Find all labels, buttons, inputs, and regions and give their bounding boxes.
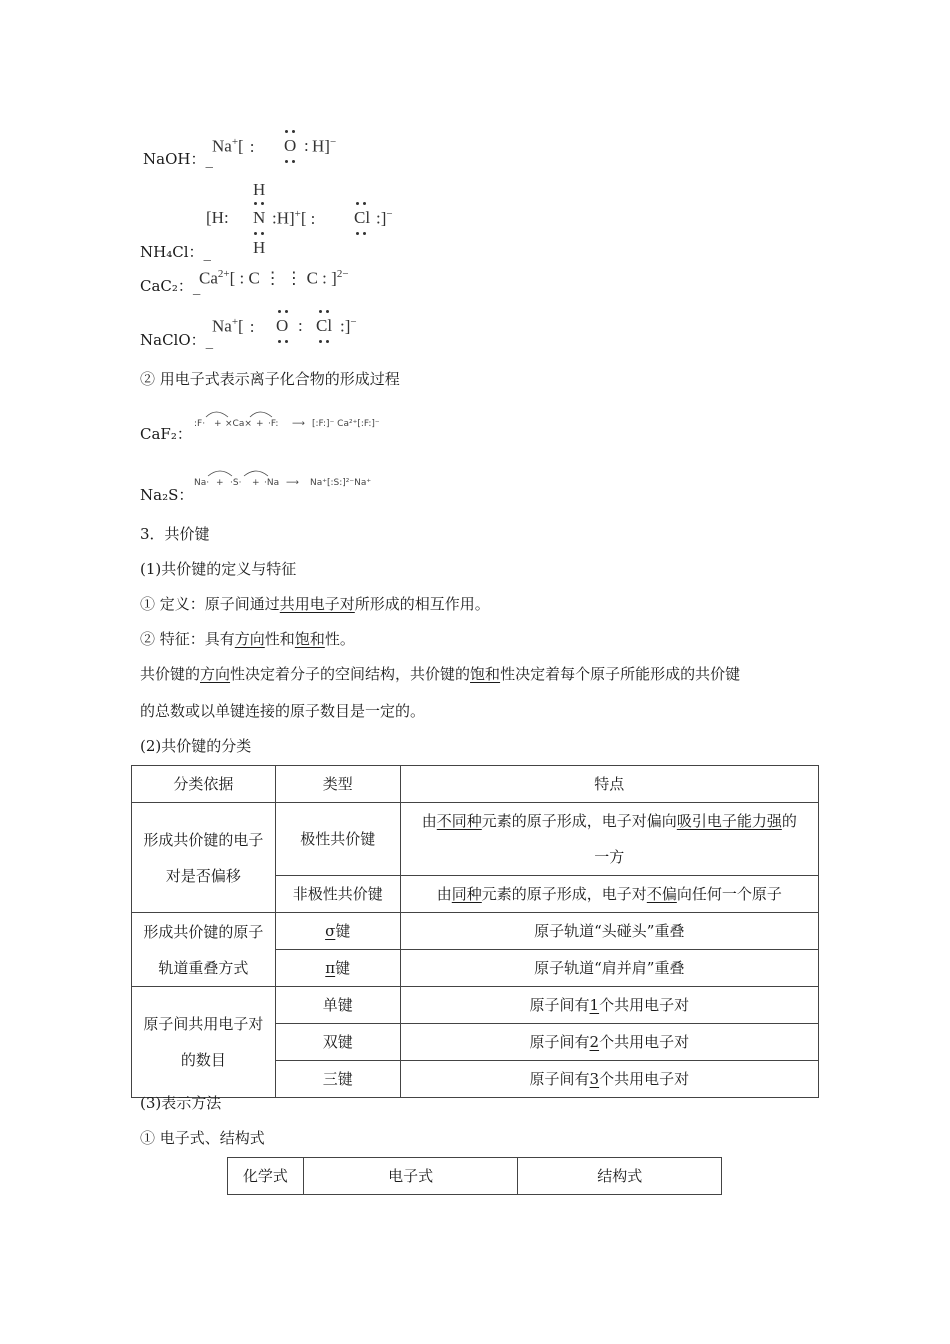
feature-pi: 原子轨道“肩并肩”重叠	[400, 950, 818, 987]
electron-formula-nh4cl: H [H: N :H]+[ : Cl :]− H	[206, 180, 393, 257]
classification-table	[131, 765, 819, 1098]
feature-triple: 原子间有3个共用电子对	[400, 1061, 818, 1098]
subsection-definition: (1)共价键的定义与特征	[140, 560, 297, 578]
representation-table	[227, 1157, 722, 1195]
svg-text:·S·: ·S·	[230, 478, 242, 488]
na2s-formation-diagram	[192, 467, 402, 493]
svg-text:·Na: ·Na	[264, 478, 280, 488]
svg-text:Na⁺[:S:]²⁻Na⁺: Na⁺[:S:]²⁻Na⁺	[310, 478, 372, 488]
feature-line: ② 特征：具有方向性和饱和性。	[140, 630, 355, 648]
representation-item: ① 电子式、结构式	[140, 1129, 265, 1147]
subsection-representation: (3)表示方法	[140, 1094, 222, 1112]
explanation-line-1: 共价键的方向性决定着分子的空间结构，共价键的饱和性决定着每个原子所能形成的共价键	[140, 665, 741, 683]
svg-text:⟶: ⟶	[292, 419, 305, 429]
label-nh4cl: NH₄Cl：_	[140, 243, 211, 261]
header-formula: 化学式	[228, 1158, 304, 1195]
svg-text::F·: :F·	[194, 419, 206, 429]
label-cac2: CaC₂：_	[140, 277, 201, 295]
feature-sigma: 原子轨道“头碰头”重叠	[400, 913, 818, 950]
feature-polar: 由不同种元素的原子形成，电子对偏向吸引电子能力强的一方	[400, 803, 818, 876]
table-header-row	[132, 766, 819, 803]
svg-text:Na·: Na·	[194, 478, 210, 488]
svg-text:×Ca×: ×Ca×	[225, 419, 252, 429]
group-electron-shift: 形成共价键的电子对是否偏移	[132, 803, 276, 913]
header-electron-formula: 电子式	[303, 1158, 518, 1195]
caf2-formation-diagram	[192, 408, 422, 434]
header-feature: 特点	[400, 766, 818, 803]
label-na2s: Na₂S：	[140, 486, 194, 504]
label-naoh: NaOH：_	[143, 150, 213, 168]
electron-formula-cac2: $Ca^{2+}$[ : C ⋮ ⋮ C : ]$^{2-}$	[199, 268, 349, 288]
feature-single: 原子间有1个共用电子对	[400, 987, 818, 1024]
header-basis: 分类依据	[132, 766, 276, 803]
electron-formula-naoh: Na+[ : O : H]−	[212, 136, 362, 168]
label-caf2: CaF₂：	[140, 425, 192, 443]
type-polar: 极性共价键	[275, 803, 400, 876]
type-single: 单键	[275, 987, 400, 1024]
feature-nonpolar: 由同种元素的原子形成，电子对不偏向任何一个原子	[400, 876, 818, 913]
table-row	[132, 803, 819, 876]
definition-line: ① 定义：原子间通过共用电子对所形成的相互作用。	[140, 595, 490, 613]
type-triple: 三键	[275, 1061, 400, 1098]
group-shared-pairs: 原子间共用电子对的数目	[132, 987, 276, 1098]
header-structural-formula: 结构式	[518, 1158, 722, 1195]
group-orbital-overlap: 形成共价键的原子轨道重叠方式	[132, 913, 276, 987]
table-row	[132, 913, 819, 950]
explanation-line-2: 的总数或以单键连接的原子数目是一定的。	[140, 702, 426, 720]
section-3-title: 3．共价键	[140, 525, 210, 543]
type-sigma: σ键	[275, 913, 400, 950]
svg-text:+: +	[216, 478, 224, 488]
type-pi: π键	[275, 950, 400, 987]
svg-text:·F:: ·F:	[268, 419, 279, 429]
subsection-classification: (2)共价键的分类	[140, 737, 252, 755]
svg-text:+: +	[252, 478, 260, 488]
svg-text:[:F:]⁻ Ca²⁺[:F:]⁻: [:F:]⁻ Ca²⁺[:F:]⁻	[312, 419, 380, 429]
formation-heading: ② 用电子式表示离子化合物的形成过程	[140, 370, 400, 388]
table-header-row	[228, 1158, 722, 1195]
svg-text:+: +	[214, 419, 222, 429]
svg-text:+: +	[256, 419, 264, 429]
type-double: 双键	[275, 1024, 400, 1061]
svg-text:⟶: ⟶	[286, 478, 299, 488]
table-row	[132, 987, 819, 1024]
feature-double: 原子间有2个共用电子对	[400, 1024, 818, 1061]
label-naclo: NaClO：_	[140, 331, 214, 349]
type-nonpolar: 非极性共价键	[275, 876, 400, 913]
header-type: 类型	[275, 766, 400, 803]
electron-formula-naclo: Na+[ : O : Cl :]−	[212, 316, 402, 348]
